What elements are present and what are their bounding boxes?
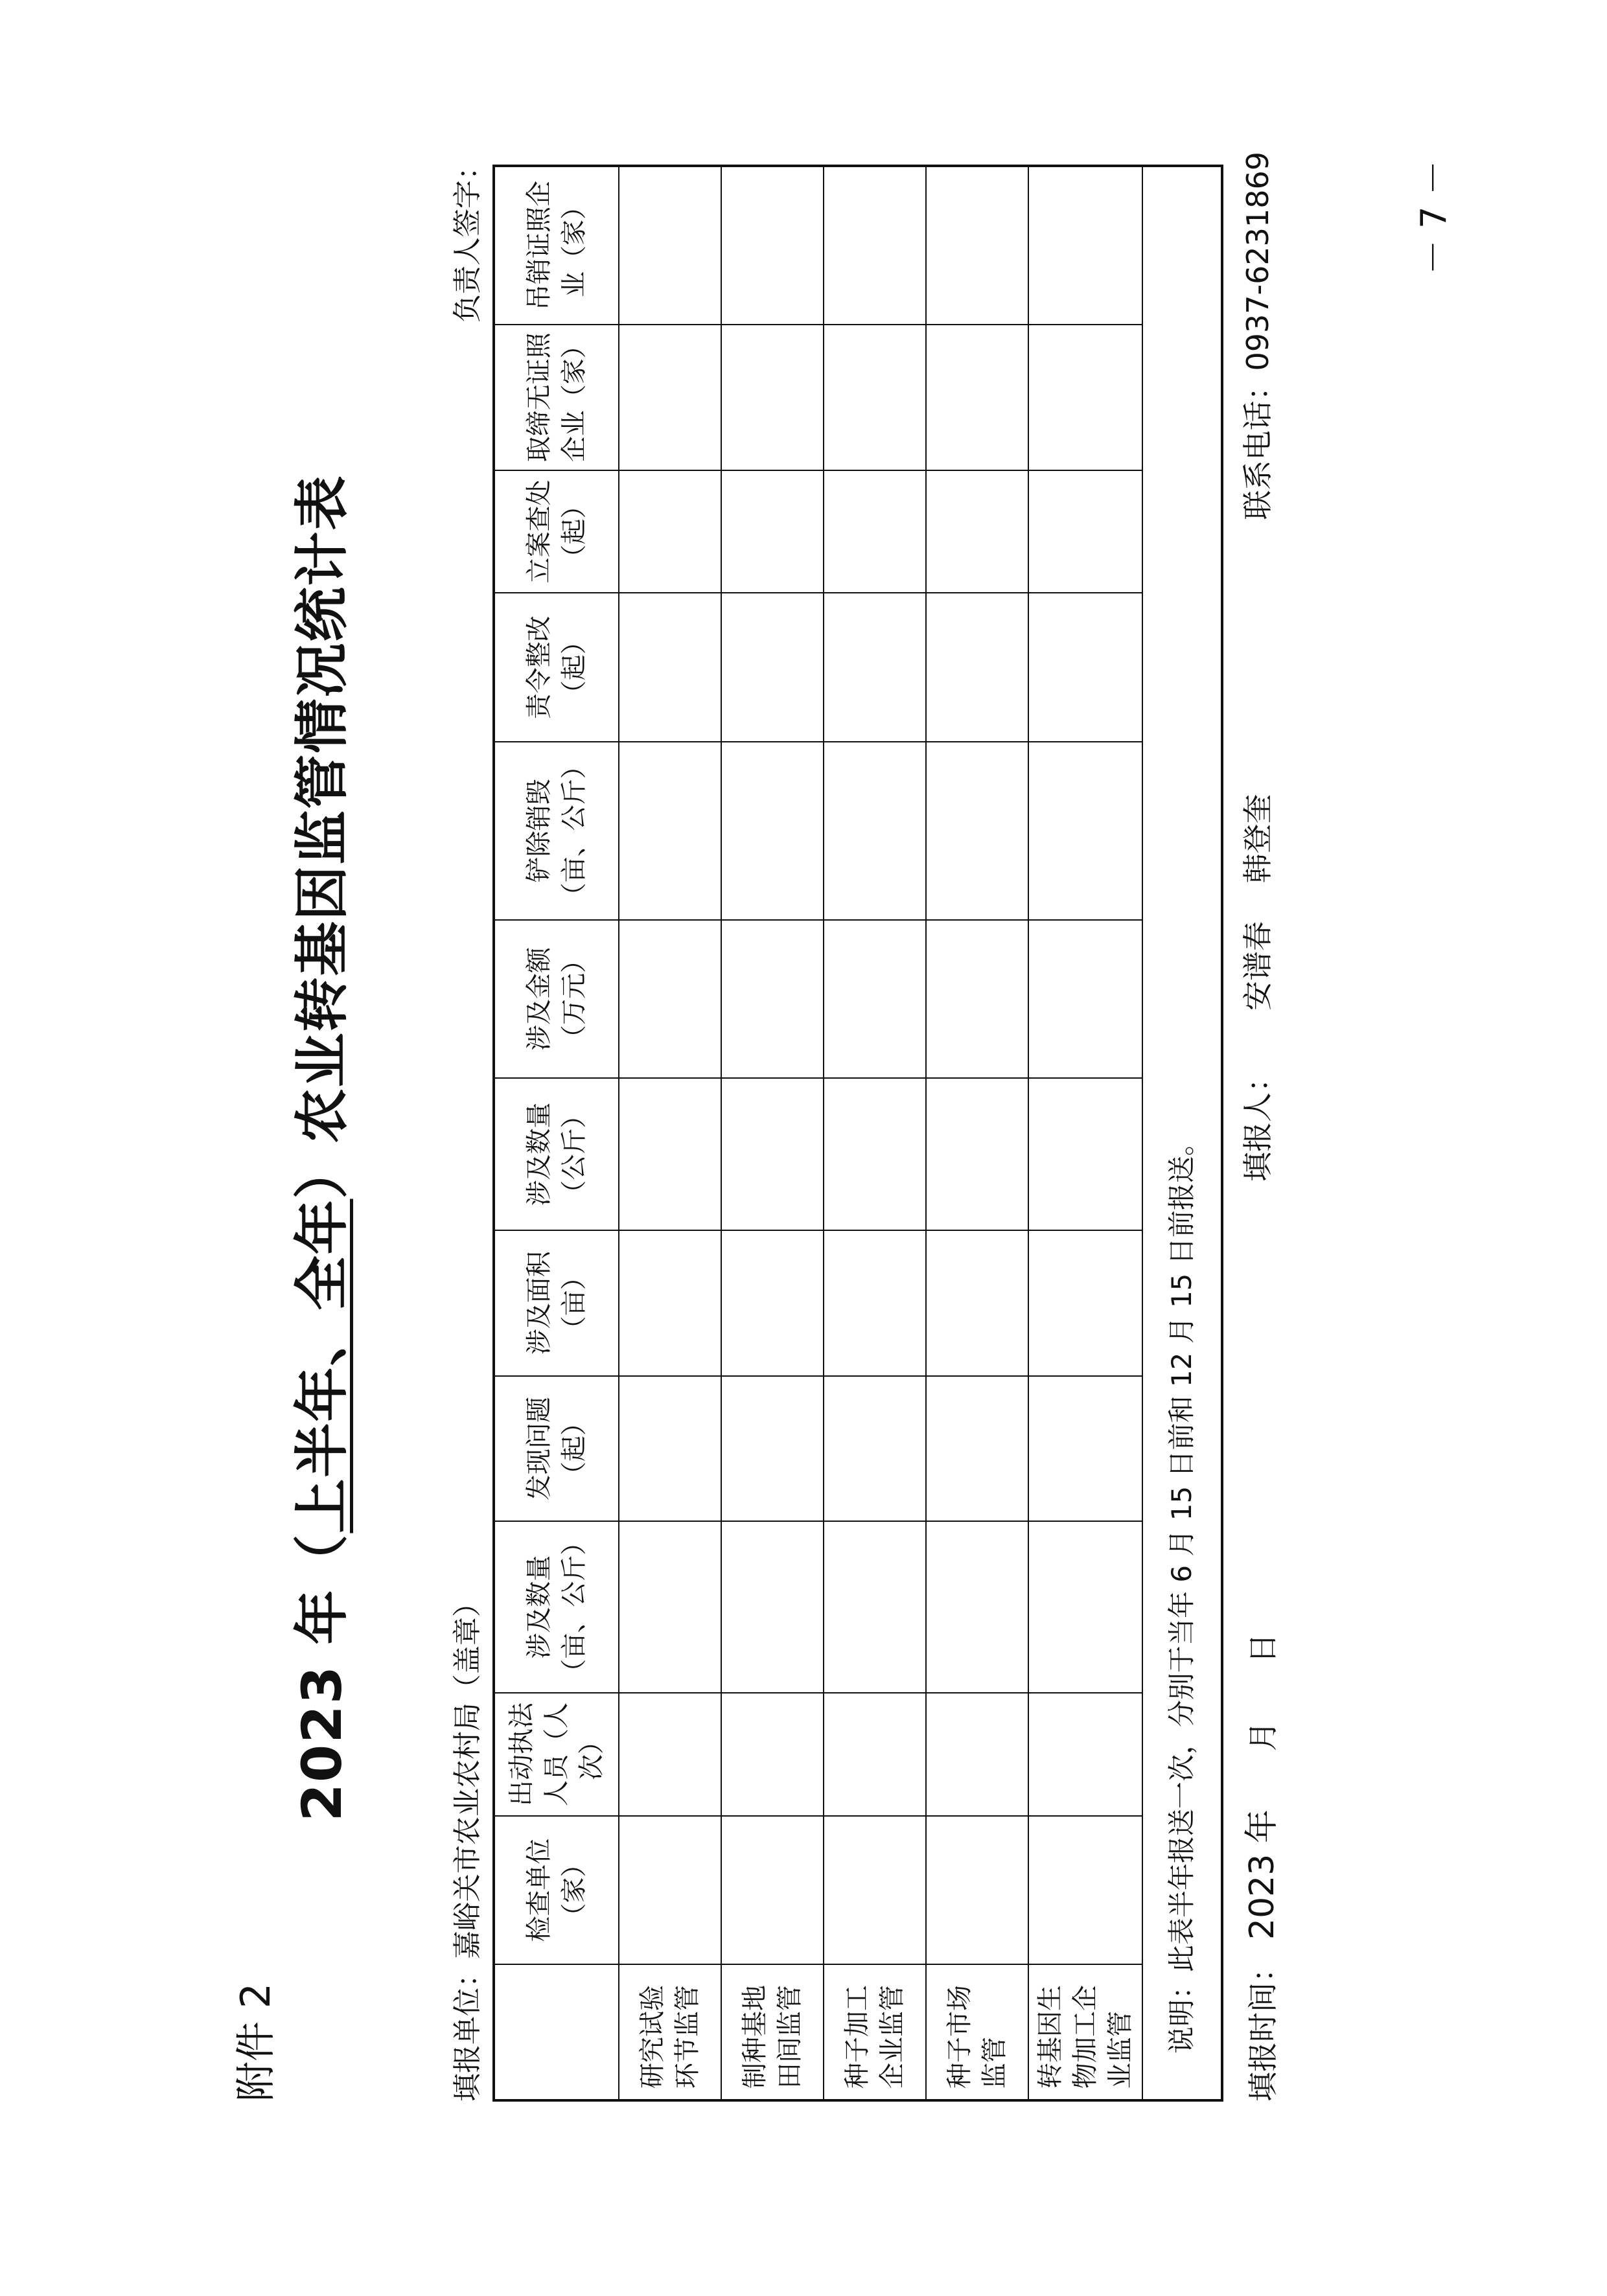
header-cell: 出动执法人员（人次）: [494, 1693, 619, 1816]
data-cell[interactable]: [721, 1816, 824, 1965]
data-cell[interactable]: [721, 920, 824, 1079]
filler: [1234, 794, 1277, 1182]
data-cell[interactable]: [1028, 1376, 1142, 1522]
data-cell[interactable]: [1028, 742, 1142, 920]
data-cell[interactable]: [619, 470, 721, 593]
data-cell[interactable]: [721, 470, 824, 593]
header-cell: 涉及金额（万元）: [494, 920, 619, 1079]
row-label: 转基因生物加工企业监管: [1028, 1964, 1142, 2100]
data-cell[interactable]: [721, 593, 824, 742]
fill-month: 月: [1245, 1721, 1280, 1752]
table-row: [824, 166, 926, 2100]
table-note: 说明：此表半年报送一次，分别于当年 6 月 15 日前和 12 月 15 日前报送。: [1142, 166, 1222, 2100]
data-cell[interactable]: [619, 1078, 721, 1230]
data-cell[interactable]: [619, 166, 721, 325]
header-cell: 发现问题（起）: [494, 1376, 619, 1522]
header-cell: 立案查处（起）: [494, 470, 619, 593]
data-cell[interactable]: [824, 1816, 926, 1965]
data-cell[interactable]: [619, 593, 721, 742]
data-cell[interactable]: [721, 1693, 824, 1816]
table-row: [721, 166, 824, 2100]
header-cell: 铲除销毁（亩、公斤）: [494, 742, 619, 920]
data-cell[interactable]: [926, 742, 1028, 920]
data-cell[interactable]: [619, 920, 721, 1079]
data-cell[interactable]: [1028, 1078, 1142, 1230]
data-cell[interactable]: [824, 1230, 926, 1376]
reporting-unit: 填报单位：嘉峪关市农业农村局（盖章）: [451, 1589, 484, 2102]
data-cell[interactable]: [824, 742, 926, 920]
data-cell[interactable]: [926, 470, 1028, 593]
data-cell[interactable]: [721, 166, 824, 325]
data-cell[interactable]: [1028, 1693, 1142, 1816]
data-cell[interactable]: [824, 1376, 926, 1522]
data-cell[interactable]: [926, 593, 1028, 742]
data-cell[interactable]: [824, 920, 926, 1079]
data-cell[interactable]: [1028, 166, 1142, 325]
filler-names: 安谱春 韩登奎: [1240, 794, 1275, 1011]
header-cell: 涉及数量（亩、公斤）: [494, 1521, 619, 1693]
data-cell[interactable]: [824, 1693, 926, 1816]
data-cell[interactable]: [619, 1521, 721, 1693]
fill-time-label: 填报时间：: [1245, 1953, 1280, 2102]
reporting-unit-line: [444, 152, 485, 2102]
header-cell-corner: [494, 1964, 619, 2100]
data-cell[interactable]: [619, 325, 721, 470]
table-row: [1028, 166, 1142, 2100]
data-cell[interactable]: [824, 166, 926, 325]
data-cell[interactable]: [1028, 1816, 1142, 1965]
row-label: 种子市场监管: [926, 1964, 1028, 2100]
data-cell[interactable]: [926, 1376, 1028, 1522]
data-cell[interactable]: [1028, 470, 1142, 593]
data-cell[interactable]: [926, 920, 1028, 1079]
contact-phone: 联系电话：0937-6231869: [1240, 152, 1275, 520]
header-cell: 涉及面积（亩）: [494, 1230, 619, 1376]
data-cell[interactable]: [926, 1078, 1028, 1230]
statistics-table: [492, 165, 1223, 2102]
table-note-row: [1142, 166, 1222, 2100]
data-cell[interactable]: [619, 742, 721, 920]
data-cell[interactable]: [721, 325, 824, 470]
data-cell[interactable]: [619, 1693, 721, 1816]
table-header-row: [494, 166, 619, 2100]
row-label: 种子加工企业监管: [824, 1964, 926, 2100]
data-cell[interactable]: [721, 1376, 824, 1522]
data-cell[interactable]: [619, 1376, 721, 1522]
data-cell[interactable]: [926, 1521, 1028, 1693]
fill-day: 日: [1245, 1633, 1280, 1664]
header-cell: 检查单位（家）: [494, 1816, 619, 1965]
title-suffix: ）农业转基因监管情况统计表: [290, 474, 354, 1199]
filler-label: 填报人：: [1240, 1062, 1275, 1182]
data-cell[interactable]: [1028, 1521, 1142, 1693]
data-cell[interactable]: [721, 1230, 824, 1376]
data-cell[interactable]: [619, 1230, 721, 1376]
data-cell[interactable]: [926, 325, 1028, 470]
attachment-label: 附件 2: [232, 1982, 279, 2102]
data-cell[interactable]: [824, 1078, 926, 1230]
signature-label: 负责人签字：: [451, 152, 484, 323]
data-cell[interactable]: [926, 166, 1028, 325]
table-row: [926, 166, 1028, 2100]
data-cell[interactable]: [1028, 1230, 1142, 1376]
data-cell[interactable]: [926, 1693, 1028, 1816]
data-cell[interactable]: [721, 1078, 824, 1230]
header-cell: 取缔无证照企业（家）: [494, 325, 619, 470]
page-title: [279, 0, 357, 2296]
header-cell: 涉及数量（公斤）: [494, 1078, 619, 1230]
header-cell: 吊销证照企业（家）: [494, 166, 619, 325]
title-period: 上半年、全年: [290, 1199, 354, 1533]
data-cell[interactable]: [824, 593, 926, 742]
data-cell[interactable]: [824, 1521, 926, 1693]
title-prefix: 2023 年（: [290, 1533, 354, 1822]
table-row: [619, 166, 721, 2100]
data-cell[interactable]: [1028, 593, 1142, 742]
header-cell: 责令整改（起）: [494, 593, 619, 742]
data-cell[interactable]: [721, 1521, 824, 1693]
data-cell[interactable]: [619, 1816, 721, 1965]
data-cell[interactable]: [721, 742, 824, 920]
data-cell[interactable]: [926, 1816, 1028, 1965]
data-cell[interactable]: [1028, 920, 1142, 1079]
row-label: 研究试验环节监管: [619, 1964, 721, 2100]
page-number: － 7 －: [1413, 160, 1454, 275]
fill-year: 2023 年: [1243, 1809, 1282, 1940]
data-cell[interactable]: [824, 325, 926, 470]
data-cell[interactable]: [926, 1230, 1028, 1376]
data-cell[interactable]: [824, 470, 926, 593]
row-label: 制种基地田间监管: [721, 1964, 824, 2100]
fill-time: [1234, 1633, 1283, 2102]
data-cell[interactable]: [1028, 325, 1142, 470]
